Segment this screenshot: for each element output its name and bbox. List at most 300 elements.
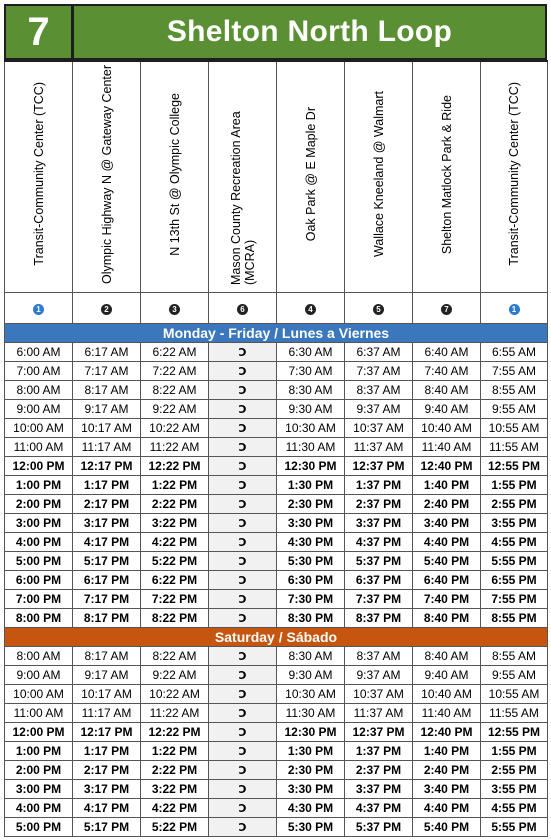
- flag-stop-icon: Ↄ: [238, 593, 247, 606]
- time-cell: [345, 741, 413, 760]
- time-cell: [413, 779, 481, 798]
- departure-time: 3:22 PM: [151, 781, 198, 796]
- departure-time: 11:17 AM: [81, 439, 132, 454]
- time-cell: [413, 703, 481, 722]
- time-cell: [141, 551, 209, 570]
- time-cell: [277, 399, 345, 418]
- time-cell: [345, 494, 413, 513]
- time-cell: [141, 646, 209, 665]
- time-cell: [413, 684, 481, 703]
- departure-time: 12:22 PM: [148, 724, 201, 739]
- time-cell: [345, 475, 413, 494]
- time-cell: [5, 361, 73, 380]
- route-number: 7: [6, 6, 74, 58]
- departure-time: 2:22 PM: [151, 762, 198, 777]
- time-cell: [141, 817, 209, 836]
- stop-name: N 13th St @ Olympic College: [167, 92, 182, 256]
- time-cell: [5, 703, 73, 722]
- time-cell: [481, 570, 548, 589]
- departure-time: 3:17 PM: [83, 515, 130, 530]
- route-title: Shelton North Loop: [74, 6, 545, 58]
- flag-stop-cell: [209, 494, 277, 513]
- trip-row: [5, 456, 548, 475]
- timepoint-cell: [413, 292, 481, 323]
- time-cell: [73, 722, 141, 741]
- flag-stop-icon: Ↄ: [238, 688, 247, 701]
- departure-time: 11:55 AM: [489, 705, 539, 720]
- departure-time: 6:22 AM: [152, 344, 197, 359]
- departure-time: 7:00 AM: [16, 363, 61, 378]
- time-cell: [73, 551, 141, 570]
- departure-time: 8:00 PM: [15, 610, 62, 625]
- time-cell: [413, 513, 481, 532]
- departure-time: 7:22 PM: [151, 591, 198, 606]
- stop-header: [5, 61, 73, 292]
- time-cell: [345, 646, 413, 665]
- departure-time: 3:55 PM: [491, 515, 537, 530]
- time-cell: [5, 513, 73, 532]
- departure-time: 10:40 AM: [421, 686, 472, 701]
- time-cell: [413, 665, 481, 684]
- departure-time: 3:30 PM: [287, 781, 334, 796]
- departure-time: 9:30 AM: [288, 401, 333, 416]
- time-cell: [481, 342, 548, 361]
- departure-time: 10:17 AM: [81, 686, 132, 701]
- time-cell: [413, 532, 481, 551]
- timepoint-cell: [5, 292, 73, 323]
- time-cell: [73, 475, 141, 494]
- departure-time: 10:37 AM: [353, 686, 404, 701]
- time-cell: [5, 741, 73, 760]
- time-cell: [5, 608, 73, 627]
- time-cell: [73, 741, 141, 760]
- flag-stop-cell: [209, 646, 277, 665]
- departure-time: 1:22 PM: [151, 477, 198, 492]
- time-cell: [481, 551, 548, 570]
- departure-time: 8:55 AM: [491, 382, 537, 397]
- flag-stop-cell: [209, 608, 277, 627]
- departure-time: 5:55 PM: [491, 553, 537, 568]
- time-cell: [277, 418, 345, 437]
- flag-stop-cell: [209, 779, 277, 798]
- departure-time: 8:30 AM: [288, 382, 333, 397]
- time-cell: [345, 399, 413, 418]
- time-cell: [141, 380, 209, 399]
- departure-time: 6:17 AM: [84, 344, 129, 359]
- flag-stop-icon: Ↄ: [238, 745, 247, 758]
- stop-header: [277, 61, 345, 292]
- trip-row: [5, 551, 548, 570]
- departure-time: 10:40 AM: [421, 420, 472, 435]
- flag-stop-icon: Ↄ: [238, 422, 247, 435]
- timepoint-marker-icon: 3: [169, 304, 180, 315]
- time-cell: [5, 418, 73, 437]
- time-cell: [277, 570, 345, 589]
- trip-row: [5, 570, 548, 589]
- time-cell: [73, 589, 141, 608]
- departure-time: 8:00 AM: [16, 648, 61, 663]
- departure-time: 7:55 PM: [491, 591, 537, 606]
- flag-stop-icon: Ↄ: [238, 612, 247, 625]
- time-cell: [481, 798, 548, 817]
- time-cell: [5, 399, 73, 418]
- time-cell: [5, 551, 73, 570]
- time-cell: [73, 399, 141, 418]
- flag-stop-icon: Ↄ: [238, 479, 247, 492]
- flag-stop-icon: Ↄ: [238, 726, 247, 739]
- trip-row: [5, 684, 548, 703]
- departure-time: 8:22 PM: [151, 610, 198, 625]
- departure-time: 10:55 AM: [488, 420, 540, 435]
- departure-time: 2:37 PM: [355, 762, 402, 777]
- time-cell: [141, 475, 209, 494]
- departure-time: 9:00 AM: [16, 667, 61, 682]
- departure-time: 12:30 PM: [284, 458, 337, 473]
- trip-row: [5, 646, 548, 665]
- time-cell: [5, 475, 73, 494]
- departure-time: 11:40 AM: [421, 705, 472, 720]
- departure-time: 8:00 AM: [16, 382, 61, 397]
- time-cell: [141, 532, 209, 551]
- departure-time: 4:55 PM: [491, 800, 537, 815]
- departure-time: 3:22 PM: [151, 515, 198, 530]
- departure-time: 5:17 PM: [83, 553, 130, 568]
- time-cell: [141, 437, 209, 456]
- time-cell: [413, 551, 481, 570]
- time-cell: [345, 817, 413, 836]
- departure-time: 2:00 PM: [15, 762, 62, 777]
- time-cell: [413, 589, 481, 608]
- departure-time: 8:30 AM: [288, 648, 333, 663]
- timepoint-marker-icon: 5: [373, 304, 384, 315]
- trip-row: [5, 437, 548, 456]
- departure-time: 9:55 AM: [491, 667, 537, 682]
- departure-time: 8:17 AM: [84, 648, 129, 663]
- flag-stop-cell: [209, 513, 277, 532]
- departure-time: 2:17 PM: [83, 762, 130, 777]
- time-cell: [141, 684, 209, 703]
- time-cell: [481, 646, 548, 665]
- departure-time: 10:00 AM: [13, 420, 64, 435]
- time-cell: [141, 798, 209, 817]
- timepoint-marker-icon: 6: [237, 304, 248, 315]
- departure-time: 6:37 AM: [356, 344, 401, 359]
- departure-time: 12:40 PM: [420, 724, 473, 739]
- stop-name: Transit-Community Center (TCC): [31, 82, 46, 267]
- stop-header: [481, 61, 548, 292]
- time-cell: [413, 741, 481, 760]
- time-cell: [277, 589, 345, 608]
- departure-time: 12:17 PM: [80, 458, 133, 473]
- departure-time: 8:55 AM: [491, 648, 537, 663]
- departure-time: 1:37 PM: [355, 477, 402, 492]
- time-cell: [413, 494, 481, 513]
- schedule-section-header: [5, 323, 548, 342]
- departure-time: 12:00 PM: [12, 458, 65, 473]
- departure-time: 5:00 PM: [15, 553, 62, 568]
- flag-stop-cell: [209, 399, 277, 418]
- time-cell: [481, 703, 548, 722]
- time-cell: [277, 703, 345, 722]
- trip-row: [5, 399, 548, 418]
- departure-time: 1:00 PM: [15, 477, 62, 492]
- flag-stop-cell: [209, 589, 277, 608]
- time-cell: [73, 608, 141, 627]
- flag-stop-icon: Ↄ: [238, 441, 247, 454]
- time-cell: [481, 532, 548, 551]
- departure-time: 2:37 PM: [355, 496, 402, 511]
- departure-time: 8:37 PM: [355, 610, 402, 625]
- time-cell: [5, 589, 73, 608]
- time-cell: [481, 589, 548, 608]
- time-cell: [413, 456, 481, 475]
- departure-time: 8:22 AM: [152, 648, 197, 663]
- departure-time: 4:00 PM: [15, 800, 62, 815]
- departure-time: 4:30 PM: [287, 800, 334, 815]
- time-cell: [277, 551, 345, 570]
- time-cell: [413, 760, 481, 779]
- departure-time: 1:00 PM: [15, 743, 62, 758]
- departure-time: 6:17 PM: [83, 572, 130, 587]
- time-cell: [345, 722, 413, 741]
- time-cell: [277, 361, 345, 380]
- time-cell: [5, 570, 73, 589]
- time-cell: [141, 399, 209, 418]
- timepoint-cell: [345, 292, 413, 323]
- time-cell: [141, 589, 209, 608]
- time-cell: [5, 380, 73, 399]
- trip-row: [5, 589, 548, 608]
- time-cell: [481, 361, 548, 380]
- flag-stop-icon: Ↄ: [238, 669, 247, 682]
- section-label: Saturday / Sábado: [5, 627, 548, 646]
- departure-time: 11:30 AM: [285, 705, 336, 720]
- stop-name-row: [5, 61, 548, 292]
- time-cell: [73, 798, 141, 817]
- trip-row: [5, 741, 548, 760]
- departure-time: 10:37 AM: [353, 420, 404, 435]
- time-cell: [277, 494, 345, 513]
- departure-time: 7:00 PM: [15, 591, 62, 606]
- departure-time: 1:17 PM: [83, 743, 130, 758]
- departure-time: 2:17 PM: [83, 496, 130, 511]
- schedule-section-header: [5, 627, 548, 646]
- timepoint-marker-icon: 2: [101, 304, 112, 315]
- time-cell: [73, 817, 141, 836]
- time-cell: [345, 532, 413, 551]
- time-cell: [345, 779, 413, 798]
- departure-time: 8:17 AM: [84, 382, 129, 397]
- time-cell: [481, 418, 548, 437]
- time-cell: [345, 456, 413, 475]
- stop-name: Mason County Recreation Area (MCRA): [228, 111, 257, 286]
- departure-time: 12:37 PM: [352, 458, 405, 473]
- trip-row: [5, 722, 548, 741]
- departure-time: 10:17 AM: [81, 420, 132, 435]
- departure-time: 5:37 PM: [355, 819, 402, 834]
- timepoint-marker-icon: 7: [441, 304, 452, 315]
- departure-time: 3:37 PM: [355, 781, 402, 796]
- departure-time: 5:22 PM: [151, 819, 198, 834]
- trip-row: [5, 342, 548, 361]
- flag-stop-cell: [209, 437, 277, 456]
- flag-stop-cell: [209, 741, 277, 760]
- time-cell: [481, 760, 548, 779]
- stop-header: [345, 61, 413, 292]
- departure-time: 11:00 AM: [13, 439, 64, 454]
- time-cell: [413, 418, 481, 437]
- departure-time: 5:37 PM: [355, 553, 402, 568]
- departure-time: 2:40 PM: [423, 496, 470, 511]
- departure-time: 4:17 PM: [83, 534, 130, 549]
- stop-name: Wallace Kneeland @ Walmart: [371, 91, 386, 258]
- time-cell: [277, 456, 345, 475]
- time-cell: [413, 798, 481, 817]
- departure-time: 12:22 PM: [148, 458, 201, 473]
- time-cell: [277, 722, 345, 741]
- flag-stop-cell: [209, 570, 277, 589]
- time-cell: [481, 722, 548, 741]
- departure-time: 8:37 AM: [356, 648, 401, 663]
- departure-time: 8:55 PM: [491, 610, 537, 625]
- trip-row: [5, 532, 548, 551]
- time-cell: [345, 798, 413, 817]
- time-cell: [73, 760, 141, 779]
- trip-row: [5, 665, 548, 684]
- time-cell: [73, 437, 141, 456]
- time-cell: [481, 608, 548, 627]
- departure-time: 1:22 PM: [151, 743, 198, 758]
- departure-time: 9:40 AM: [424, 401, 469, 416]
- stop-header: [141, 61, 209, 292]
- departure-time: 6:30 AM: [288, 344, 333, 359]
- time-cell: [73, 684, 141, 703]
- time-cell: [5, 817, 73, 836]
- time-cell: [141, 494, 209, 513]
- time-cell: [5, 722, 73, 741]
- time-cell: [277, 817, 345, 836]
- flag-stop-icon: Ↄ: [238, 650, 247, 663]
- time-cell: [73, 418, 141, 437]
- flag-stop-cell: [209, 760, 277, 779]
- flag-stop-cell: [209, 551, 277, 570]
- time-cell: [413, 722, 481, 741]
- time-cell: [413, 817, 481, 836]
- time-cell: [5, 798, 73, 817]
- departure-time: 4:17 PM: [83, 800, 130, 815]
- time-cell: [481, 779, 548, 798]
- flag-stop-icon: Ↄ: [238, 764, 247, 777]
- departure-time: 11:40 AM: [421, 439, 472, 454]
- departure-time: 1:40 PM: [423, 477, 470, 492]
- time-cell: [141, 608, 209, 627]
- flag-stop-icon: Ↄ: [238, 536, 247, 549]
- time-cell: [345, 551, 413, 570]
- departure-time: 8:30 PM: [287, 610, 334, 625]
- trip-row: [5, 513, 548, 532]
- time-cell: [277, 760, 345, 779]
- departure-time: 9:37 AM: [356, 667, 401, 682]
- flag-stop-cell: [209, 817, 277, 836]
- stop-header: [73, 61, 141, 292]
- time-cell: [345, 342, 413, 361]
- time-cell: [413, 570, 481, 589]
- departure-time: 12:55 PM: [487, 724, 541, 739]
- time-cell: [413, 361, 481, 380]
- timepoint-cell: [73, 292, 141, 323]
- time-cell: [73, 380, 141, 399]
- stop-name: Oak Park @ E Maple Dr: [303, 107, 318, 242]
- stop-name: Olympic Highway N @ Gateway Center: [99, 64, 114, 284]
- flag-stop-icon: Ↄ: [238, 802, 247, 815]
- departure-time: 8:37 AM: [356, 382, 401, 397]
- departure-time: 7:40 AM: [424, 363, 469, 378]
- time-cell: [141, 760, 209, 779]
- departure-time: 5:40 PM: [423, 553, 470, 568]
- departure-time: 11:22 AM: [149, 439, 200, 454]
- timepoint-cell: [209, 292, 277, 323]
- stop-header: [209, 61, 277, 292]
- departure-time: 5:22 PM: [151, 553, 198, 568]
- flag-stop-cell: [209, 361, 277, 380]
- time-cell: [141, 570, 209, 589]
- timepoint-marker-icon: 4: [305, 304, 316, 315]
- departure-time: 12:00 PM: [12, 724, 65, 739]
- timepoint-marker-icon: 1: [33, 304, 44, 315]
- departure-time: 6:40 PM: [423, 572, 470, 587]
- departure-time: 4:55 PM: [491, 534, 537, 549]
- time-cell: [345, 760, 413, 779]
- time-cell: [345, 608, 413, 627]
- departure-time: 4:40 PM: [423, 534, 470, 549]
- departure-time: 7:22 AM: [152, 363, 197, 378]
- departure-time: 12:55 PM: [487, 458, 541, 473]
- departure-time: 6:30 PM: [287, 572, 334, 587]
- flag-stop-icon: Ↄ: [238, 821, 247, 834]
- time-cell: [141, 418, 209, 437]
- time-cell: [5, 646, 73, 665]
- time-cell: [345, 589, 413, 608]
- departure-time: 3:30 PM: [287, 515, 334, 530]
- time-cell: [5, 456, 73, 475]
- departure-time: 6:22 PM: [151, 572, 198, 587]
- departure-time: 10:00 AM: [13, 686, 64, 701]
- departure-time: 5:30 PM: [287, 819, 334, 834]
- departure-time: 7:37 PM: [355, 591, 402, 606]
- departure-time: 7:55 AM: [491, 363, 537, 378]
- time-cell: [73, 342, 141, 361]
- flag-stop-icon: Ↄ: [238, 707, 247, 720]
- departure-time: 12:30 PM: [284, 724, 337, 739]
- flag-stop-cell: [209, 342, 277, 361]
- time-cell: [277, 779, 345, 798]
- time-cell: [277, 798, 345, 817]
- departure-time: 3:40 PM: [423, 515, 470, 530]
- time-cell: [481, 475, 548, 494]
- trip-row: [5, 798, 548, 817]
- departure-time: 9:17 AM: [84, 667, 129, 682]
- flag-stop-icon: Ↄ: [238, 384, 247, 397]
- departure-time: 10:55 AM: [488, 686, 540, 701]
- departure-time: 11:17 AM: [81, 705, 132, 720]
- time-cell: [277, 646, 345, 665]
- departure-time: 5:55 PM: [491, 819, 537, 834]
- time-cell: [481, 665, 548, 684]
- time-cell: [5, 532, 73, 551]
- timepoint-cell: [481, 292, 548, 323]
- timepoint-cell: [141, 292, 209, 323]
- flag-stop-icon: Ↄ: [238, 403, 247, 416]
